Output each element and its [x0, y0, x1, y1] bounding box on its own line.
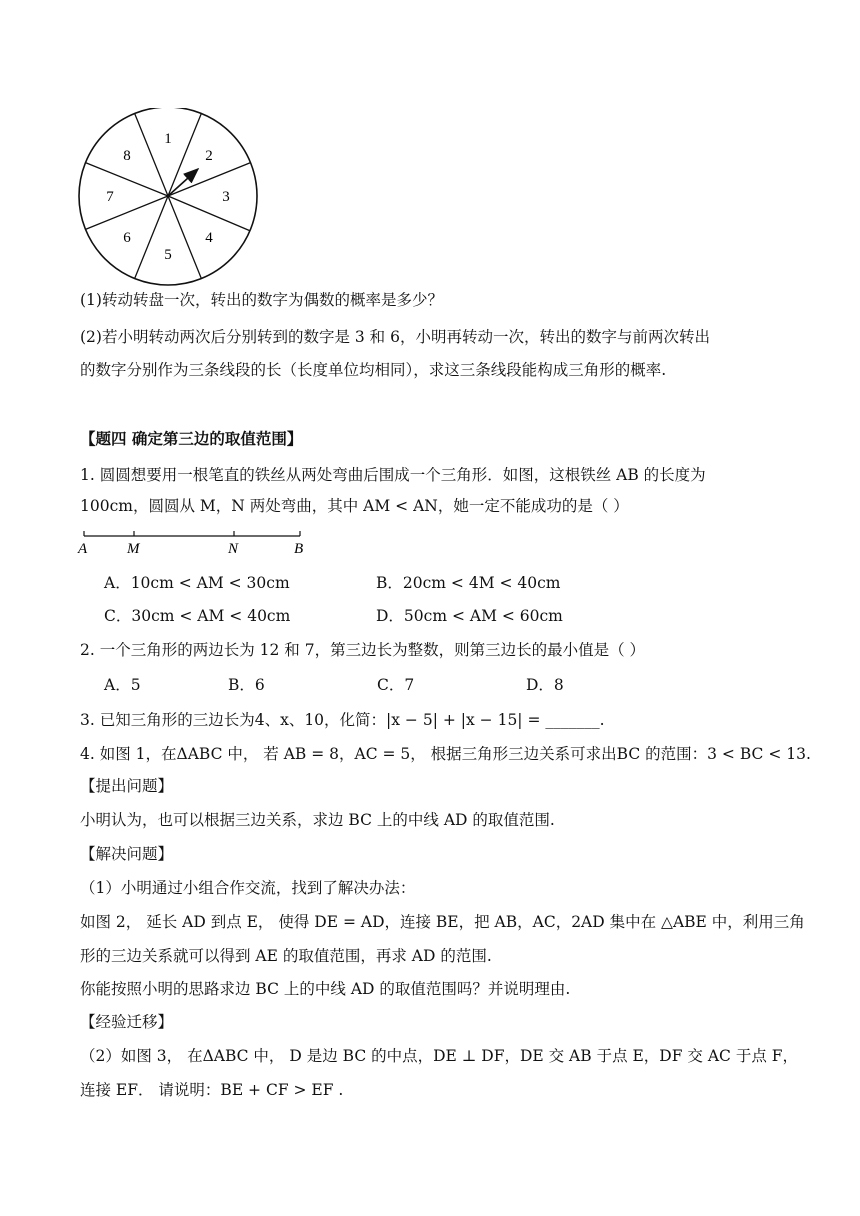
- q1-option-b: B．20cm < 4M < 40cm: [376, 574, 561, 592]
- spinner-number-5: 5: [164, 247, 172, 263]
- spinner-number-4: 4: [205, 230, 213, 247]
- q4-paragraph-5: 你能按照小明的思路求边 BC 上的中线 AD 的取值范围吗？并说明理由.: [80, 980, 571, 998]
- spinner-number-8: 8: [123, 147, 131, 164]
- q4-paragraph-2: （1）小明通过小组合作交流，找到了解决办法：: [80, 879, 416, 897]
- q2-option-a: A．5: [104, 676, 141, 694]
- q1-option-c: C．30cm < AM < 40cm: [104, 607, 291, 625]
- section-title: 【题四 确定第三边的取值范围】: [80, 429, 303, 448]
- heading-experience-transfer: 【经验迁移】: [80, 1013, 174, 1031]
- spinner-question-2-line1: (2)若小明转动两次后分别转到的数字是 3 和 6，小明再转动一次，转出的数字与前两次转出: [80, 328, 710, 346]
- q4-paragraph-6: （2）如图 3， 在ΔABC 中， D 是边 BC 的中点，DE ⊥ DF，DE 交 AB 于点 E，DF 交 AC 于点 F，: [80, 1047, 799, 1065]
- spinner-number-1: 1: [164, 131, 172, 147]
- q1-option-d: D．50cm < AM < 60cm: [376, 607, 563, 625]
- heading-raise-problem: 【提出问题】: [80, 777, 174, 795]
- q2-option-b: B．6: [228, 676, 265, 694]
- question-1-line1: 1. 圆圆想要用一根笔直的铁丝从两处弯曲后围成一个三角形．如图，这根铁丝 AB 的长度为: [80, 466, 706, 484]
- spinner-question-2-line2: 的数字分别作为三条线段的长（长度单位均相同），求这三条线段能构成三角形的概率.: [80, 361, 667, 379]
- spinner-number-3: 3: [222, 189, 230, 205]
- q2-option-c: C．7: [377, 676, 415, 694]
- spinner-number-6: 6: [123, 230, 131, 247]
- heading-solve-problem: 【解决问题】: [80, 845, 174, 863]
- q4-paragraph-4: 形的三边关系就可以得到 AE 的取值范围，再求 AD 的范围.: [80, 947, 492, 965]
- spinner-number-7: 7: [106, 189, 114, 205]
- spinner-question-1: (1)转动转盘一次，转出的数字为偶数的概率是多少？: [80, 291, 443, 309]
- point-label-m: M: [127, 541, 140, 557]
- q4-paragraph-1: 小明认为，也可以根据三边关系，求边 BC 上的中线 AD 的取值范围.: [80, 811, 555, 829]
- point-label-b: B: [294, 541, 304, 557]
- point-label-a: A: [78, 541, 88, 557]
- spinner-number-2: 2: [205, 147, 213, 164]
- question-3-stem: 3. 已知三角形的三边长为4、x、10，化简：|x − 5| + |x − 15| = _______.: [80, 711, 605, 729]
- question-1-line2: 100cm，圆圆从 M，N 两处弯曲，其中 AM < AN，她一定不能成功的是（ ）: [80, 497, 629, 515]
- question-4-stem: 4. 如图 1，在ΔABC 中， 若 AB = 8，AC = 5， 根据三角形三边关系可求出BC 的范围：3 < BC < 13.: [80, 745, 811, 763]
- wire-segment-figure: [76, 526, 316, 558]
- q1-option-a: A．10cm < AM < 30cm: [104, 574, 290, 592]
- question-2-stem: 2. 一个三角形的两边长为 12 和 7，第三边长为整数，则第三边长的最小值是（ ）: [80, 641, 646, 659]
- q4-paragraph-3: 如图 2， 延长 AD 到点 E， 使得 DE = AD，连接 BE，把 AB，AC，2AD 集中在 △ABE 中，利用三角: [80, 913, 805, 931]
- spinner-figure: [76, 108, 266, 286]
- point-label-n: N: [228, 541, 239, 557]
- q4-paragraph-7: 连接 EF． 请说明：BE + CF > EF .: [80, 1081, 344, 1099]
- q2-option-d: D．8: [526, 676, 564, 694]
